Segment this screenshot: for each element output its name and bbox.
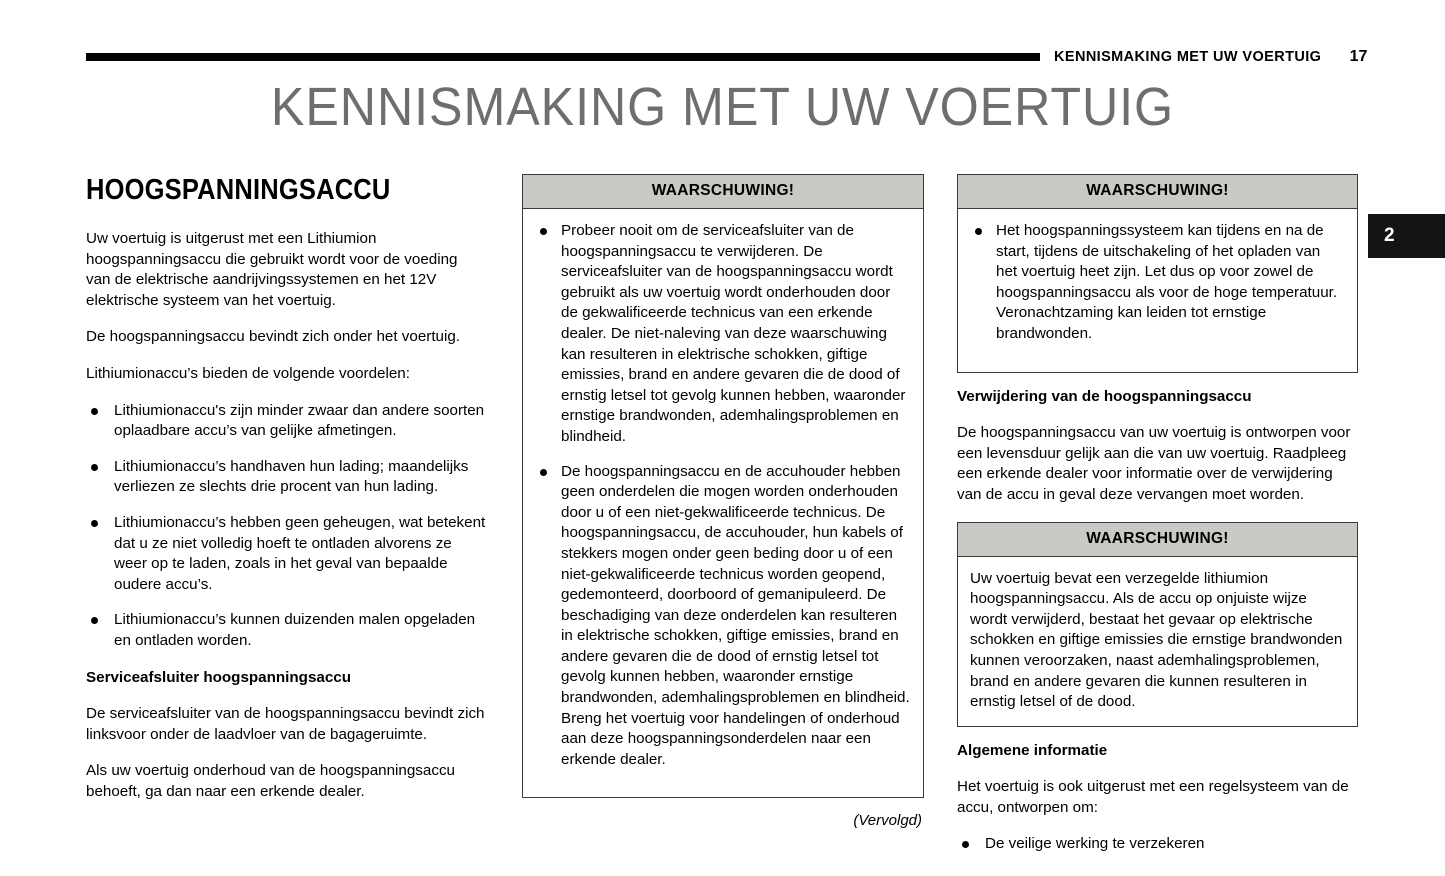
- list-item-text: Lithiumionaccu's zijn minder zwaar dan andere soorten oplaadbare accu’s van gelijke afmetingen.: [114, 401, 485, 440]
- list-item: [86, 513, 486, 595]
- page-header: [86, 44, 1368, 70]
- chapter-side-tab: [1368, 214, 1445, 258]
- bullet-dot-icon: [91, 464, 98, 471]
- left-paragraph-5: Als uw voertuig onderhoud van de hoogspanningsaccu behoeft, ga dan naar een erkende dealer.: [86, 762, 455, 800]
- header-page-number: 17: [1349, 48, 1368, 65]
- bullet-dot-icon: [975, 228, 982, 235]
- middle-column: [522, 174, 924, 829]
- list-item: [86, 610, 486, 651]
- left-sub-heading: Serviceafsluiter hoogspanningsaccu: [86, 668, 352, 686]
- left-paragraph-2: De hoogspanningsaccu bevindt zich onder het voertuig.: [86, 328, 461, 346]
- list-item-text: De veilige werking te verzekeren: [985, 835, 1205, 853]
- bullet-dot-icon: [91, 617, 98, 624]
- header-rule: [86, 53, 1040, 61]
- list-item-text: Het hoogspanningssysteem kan tijdens en na de start, tijdens de uitschakeling of het opladen van het voertuig heet zijn. Let dus op voor zowel de hoogspanningsaccu als voor de hoge temperatuur. Veronachtzaming kan leiden tot ernstige brandwonden.: [996, 222, 1338, 342]
- warning-box-right-1: [957, 174, 1358, 373]
- warning-box-body: [958, 557, 1357, 726]
- right-paragraph-1: De hoogspanningsaccu van uw voertuig is ontworpen voor een levensduur gelijk aan die van uw voertuig. Raadpleeg een erkende dealer voor informatie over de verwijdering van de accu in geval deze vervangen moet worden.: [957, 424, 1351, 503]
- bullet-dot-icon: [540, 469, 547, 476]
- warning-bullet-list: [535, 221, 911, 770]
- bullet-dot-icon: [91, 408, 98, 415]
- warning-box-heading: WAARSCHUWING!: [958, 523, 1357, 557]
- chapter-title: KENNISMAKING MET UW VOERTUIG: [270, 77, 1175, 137]
- warning-box-paragraph: Uw voertuig bevat een verzegelde lithiumion hoogspanningsaccu. Als de accu op onjuiste wijze wordt verwijderd, bestaat het gevaar op elektrische schokken en giftige emissies die ernstige brandwonden kunnen veroorzaken, naast ademhalingsproblemen, brand en andere gevaren die kunnen resulteren in ernstig letsel of de dood.: [970, 569, 1343, 711]
- right-column: [957, 174, 1358, 871]
- section-title-hoogspanningsaccu: HOOGSPANNINGSACCU: [86, 174, 391, 206]
- list-item: [970, 221, 1345, 345]
- bullet-dot-icon: [962, 841, 969, 848]
- left-paragraph-4: De serviceafsluiter van de hoogspanningsaccu bevindt zich linksvoor onder de laadvloer van de bagageruimte.: [86, 705, 485, 743]
- warning-bullet-list: [970, 221, 1345, 345]
- left-column: [86, 174, 486, 818]
- left-paragraph-1: Uw voertuig is uitgerust met een Lithiumion hoogspanningsaccu die gebruikt wordt voor de voeding van de elektrische aandrijvingssystemen en het 12V elektrische systeem van het voertuig.: [86, 230, 458, 309]
- warning-box-middle: [522, 174, 924, 798]
- header-chapter-label: KENNISMAKING MET UW VOERTUIG: [1054, 49, 1322, 65]
- list-item: [86, 401, 486, 442]
- list-item-text: Lithiumionaccu’s kunnen duizenden malen opgeladen en ontladen worden.: [114, 611, 476, 649]
- left-paragraph-3: Lithiumionaccu’s bieden de volgende voordelen:: [86, 364, 410, 382]
- bullet-dot-icon: [91, 520, 98, 527]
- chapter-side-tab-number: 2: [1384, 225, 1395, 246]
- list-item-text: Probeer nooit om de serviceafsluiter van de hoogspanningsaccu te verwijderen. De serviceafsluiter van de hoogspanningsaccu wordt gebruikt als uw voertuig wordt onderhouden door de gekwalificeerde technicus van een erkende dealer. De niet-naleving van deze waarschuwing kan resulteren in elektrische schokken, giftige emissies, brand en andere gevaren die de dood of ernstig letsel tot gevolg kunnen hebben, waaronder ernstige brandwonden, ademhalingsproblemen en blindheid.: [561, 222, 906, 445]
- right-sub-heading-1: Verwijdering van de hoogspanningsaccu: [957, 387, 1252, 405]
- list-item-text: Lithiumionaccu’s hebben geen geheugen, wat betekent dat u ze niet volledig hoeft te ontladen alvorens ze weer op te laden, zoals in het geval van bepaalde oudere accu’s.: [114, 513, 486, 593]
- warning-box-heading: WAARSCHUWING!: [958, 175, 1357, 209]
- list-item-text: De hoogspanningsaccu en de accuhouder hebben geen onderdelen die mogen worden onderhouden door u of een niet-gekwalificeerde technicus. De hoogspanningsaccu, de accuhouder, hun kabels of stekkers mogen onder geen beding door u of een niet-gekwalificeerde technicus worden geopend, gedemonteerd, doorboord of gemanipuleerd. De beschadiging van deze onderdelen kan resulteren in elektrische schokken, giftige emissies, brand en andere gevaren die de dood of ernstig letsel tot gevolg kunnen hebben, waaronder ernstige brandwonden, ademhalingsproblemen en blindheid. Breng het voertuig voor handelingen of onderhoud aan deze hoogspanningsonderdelen naar een erkende dealer.: [561, 462, 910, 768]
- warning-box-body: [958, 209, 1357, 372]
- list-item: [86, 457, 486, 498]
- left-bullet-list: [86, 401, 486, 652]
- right-sub-heading-2: Algemene informatie: [957, 741, 1108, 759]
- warning-box-right-2: [957, 522, 1358, 727]
- list-item: [535, 221, 911, 448]
- list-item-text: Lithiumionaccu’s handhaven hun lading; maandelijks verliezen ze slechts drie procent van hun lading.: [114, 457, 469, 496]
- warning-box-heading: WAARSCHUWING!: [523, 175, 923, 209]
- list-item: [957, 834, 1358, 855]
- right-bullet-list: [957, 834, 1358, 855]
- right-paragraph-2: Het voertuig is ook uitgerust met een regelsysteem van de accu, ontworpen om:: [957, 778, 1349, 816]
- list-item: [535, 462, 911, 771]
- warning-box-body: [523, 209, 923, 797]
- continued-label: (Vervolgd): [853, 812, 922, 830]
- bullet-dot-icon: [540, 228, 547, 235]
